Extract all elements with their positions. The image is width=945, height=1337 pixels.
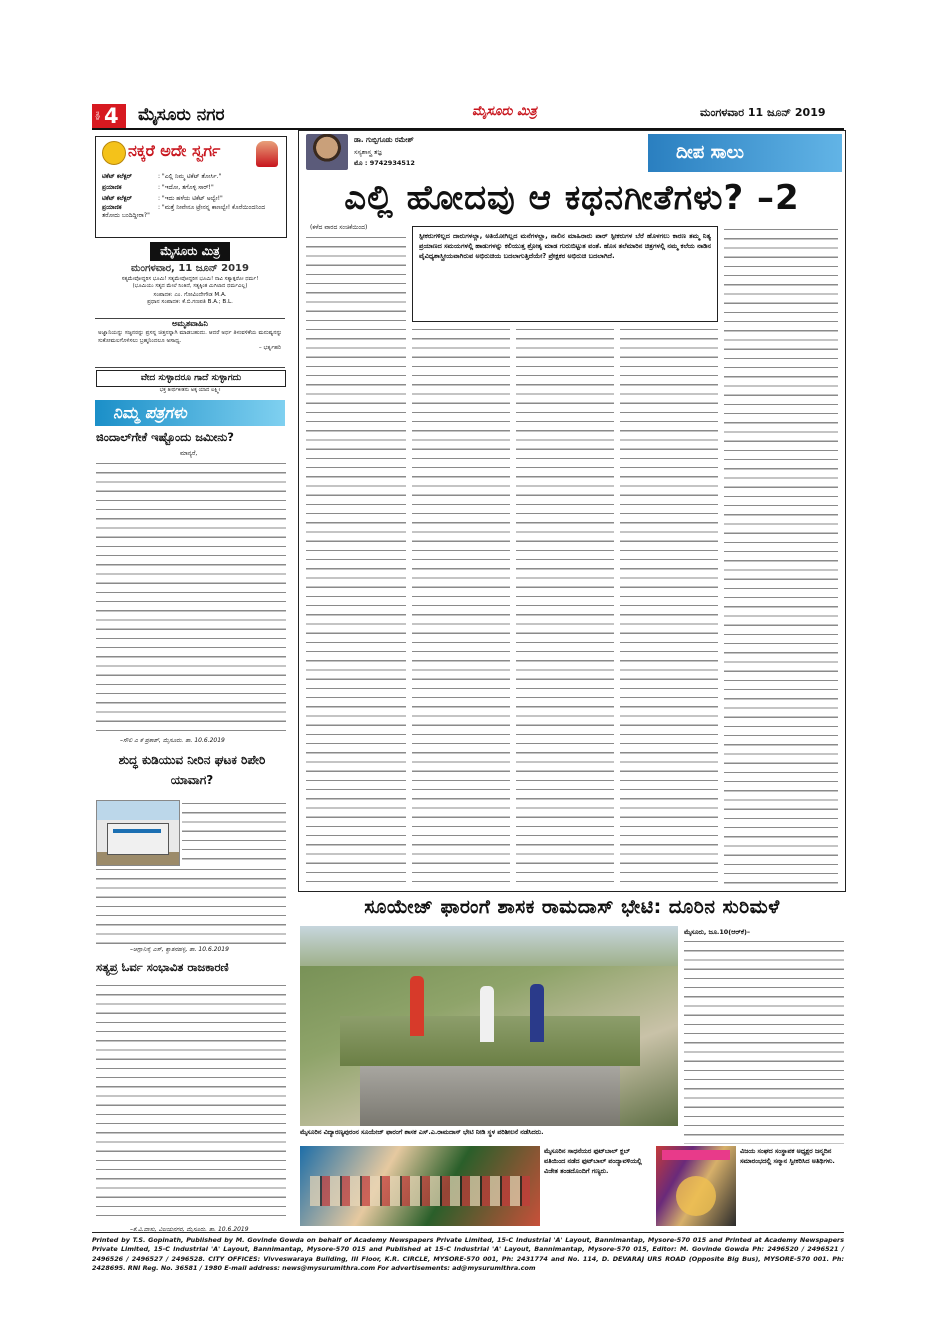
paper-motto-translation: (ಭೂಮಿಯು ಸತ್ಯದ ಮೇಲೆ ನಿಂತಿದೆ, ಸತ್ಯಕ್ಕಿಂತ ಮಿಗಿಲಾದ ಧರ್ಮವಿಲ್ಲ) xyxy=(132,283,248,289)
pullquote-box xyxy=(412,226,718,322)
masthead-logo: ಮೈಸೂರು ಮಿತ್ರ xyxy=(472,104,537,119)
column-text-2 xyxy=(412,326,510,884)
laugh-emoji-icon xyxy=(102,141,126,165)
laugh-line: ಟಿಕೆಟ್ ಕಲೆಕ್ಟರ್ : "ಇದು ಹಳೆಯ ಟಿಕೆಟ್ ಅಲ್ವೇ!" xyxy=(102,195,223,202)
laugh-line: ಪ್ರಯಾಣಿಕ : "ಇದೋ, ತಗೊಳ್ಳಿ ಸಾರ್!" xyxy=(102,184,214,191)
masthead-date: ಮಂಗಳವಾರ 11 ಜೂನ್ 2019 xyxy=(700,106,826,119)
news-dateline: ಮೈಸೂರು, ಜೂ.10(ಆರ್‌ಕೆ)– xyxy=(684,928,751,936)
laugh-line: ಟಿಕೆಟ್ ಕಲೆಕ್ಟರ್ : "ಎಲ್ಲಿ ನಿಮ್ಮ ಟಿಕೆಟ್ ತೋರ್ಸಿ." xyxy=(102,173,222,180)
water-plant-photo xyxy=(96,800,180,866)
amrutha-box xyxy=(95,318,285,368)
paper-motto: ಸತ್ಯಮೇವೋದ್ಧರಿಸ ಭೂಮಿ! ಸತ್ಯಮೇವೋದ್ಧರಿಸ ಭೂಮಿ! ನಾವಿ ಸತ್ಯಾತ್ಪರೋ ಧರ್ಮ! xyxy=(121,276,259,282)
column-author-photo xyxy=(306,134,348,170)
column-author: ಡಾ. ಗುಬ್ಬಿಗೂಡು ರಮೇಶ್ xyxy=(354,136,414,144)
column-text-1 xyxy=(306,234,406,884)
section-title: ಮೈಸೂರು ನಗರ xyxy=(138,105,225,125)
column-text-4 xyxy=(620,326,718,884)
column-headline: ಎಲ್ಲಿ ಹೋದವು ಆ ಕಥನಗೀತೆಗಳು? –2 xyxy=(344,178,800,218)
cartoon-figure xyxy=(256,141,278,167)
page-label: ಪುಟ xyxy=(94,111,101,120)
letter-2-signature: –ಆಗ್ಲಾನಿಸೈ ಎಸ್, ಕ್ಯಾತನಹಳ್ಳಿ, ತಾ. 10.6.2019 xyxy=(130,946,229,953)
news-body-right xyxy=(684,938,844,1144)
letter-1-title: ಜಿಂದಾಲ್‌ಗೇಕೆ ಇಷ್ಟೊಂದು ಜಮೀನು? xyxy=(96,430,234,444)
paper-editor: ಪ್ರಧಾನ ಸಂಪಾದಕ: ಕೆ.ಬಿ.ಗಣಪತಿ B.A.; B.L. xyxy=(147,299,233,305)
page-number: 4 xyxy=(104,104,119,128)
letter-2-title: ಶುದ್ಧ ಕುಡಿಯುವ ನೀರಿನ ಘಟಕ ರಿಪೇರಿ ಯಾವಾಗ? xyxy=(118,753,266,787)
column-author-role: ಸಸ್ಯಶಾಸ್ತ್ರ ತಜ್ಞ xyxy=(354,148,382,156)
news-photo xyxy=(300,926,678,1126)
paper-founder: ಸಂಪಾದಕ: ಎಂ. ಗೋವಿಂದೇಗೌಡ M.A. xyxy=(153,292,227,298)
letter-3-title: ಸತ್ಯಪ್ರ ಓರ್ವ ಸಂಭಾವಿತ ರಾಜಕಾರಣಿ xyxy=(96,960,229,974)
paper-info-box xyxy=(95,240,285,314)
letters-banner-title: ನಿಮ್ಮ ಪತ್ರಗಳು xyxy=(113,403,187,422)
letter-1-signature: –ಸೌಲಿ ಎ ಕೆ ಪ್ರಕಾಶ್, ಮೈಸೂರು. ತಾ. 10.6.2019 xyxy=(120,737,225,744)
laugh-line: ಪ್ರಯಾಣಿಕ : "ಮತ್ತೆ ನೀವೇನೂ ಟ್ರೇನನ್ನ ಕಾಣಲ್ವೇ! ಕೊರೆಯಿಂದನಿಂದ ತರೋದು ಬಂದಿದ್ದೀರಾ?" xyxy=(102,204,266,219)
letters-banner xyxy=(95,400,285,426)
quote-text: ವೇದ ಸುಳ್ಳಾದರೂ ಗಾದೆ ಸುಳ್ಳಾಗದು xyxy=(140,373,242,383)
football-caption: ಮೈಸೂರಿನ ಸಾಧನೆಯರ ಫುಟ್‌ಬಾಲ್ ಕ್ಲಬ್ ವತಿಯಿಂದ ನಡೆದ ಫುಟ್‌ಬಾಲ್ ಪಂದ್ಯಾವಳಿಯಲ್ಲಿ ವಿಜೇತ ತಂಡದೊಂದಿಗೆ ಗಣ್ಯರು. xyxy=(544,1147,642,1175)
column-title: ದೀಪ ಸಾಲು xyxy=(676,142,744,163)
letter-2-body-side xyxy=(182,800,286,864)
paper-name: ಮೈಸೂರು ಮಿತ್ರ xyxy=(150,242,230,261)
letter-3-body xyxy=(96,982,286,1222)
football-team-photo xyxy=(300,1146,540,1226)
felicitation-photo xyxy=(656,1146,736,1226)
column-title-bar xyxy=(648,134,842,172)
laugh-box xyxy=(95,136,287,238)
column-text-5-body xyxy=(724,226,838,884)
news-headline: ಸೂಯೇಜ್ ಫಾರಂಗೆ ಶಾಸಕ ರಾಮದಾಸ್ ಭೇಟಿ: ದೂರಿನ ಸುರಿಮಳೆ xyxy=(364,896,780,918)
pullquote-text: ಸ್ಪೀಕರುಗಳಿಲ್ಲದ ದಾರುಗಳಲ್ಲಾ, ಅತಿಯೋಗಿಲ್ಲದ ಮನೆಗಳಲ್ಲಾ, ನಾಲಿನ ಮಾಹಿರಾರು ಪಾರ್ ಸ್ಪೀಕರುಗಳ ಬೆರೆ ಹೊಳಗಲು ಕಾರಣ ತಮ್ಮ ನಿತ್ಯ ಪ್ರಯಾಣದ ಸಮಯಗಳಲ್ಲಿ ಹಾಡುಗಳನ್ನು ಕಲಿಯುತ್ತ ಶ್ರೋತೃ ಮಾಡ ಗುರುಬಿಟ್ಟುತ ವಂತೆ. ಹೊಸ ತಲೆಮಾರಿನ ಚಿತ್ರಗಳಲ್ಲಿ ನಮ್ಮ ಕಲೆಯ ನಾಡಿನ ವೈವಿಧ್ಯಶಾಸ್ತ್ರೀಯವಾಗಿರುವ ಅಭಿರುಚಿಯ ಬದಲಾಗುತ್ತಿದೆಯೇ? ಪ್ರೇಕ್ಷಕರ ಅಭಿರುಚಿ ಬದಲಾಗಿದೆ. xyxy=(419,232,711,261)
column-continued: (ಕಳೆದ ವಾರದ ಸಂಚಿಕೆಯಿಂದ) xyxy=(310,224,368,231)
paper-date: ಮಂಗಳವಾರ, 11 ಜೂನ್ 2019 xyxy=(131,263,249,274)
letter-1-salutation: ಮಾನ್ಯರೆ, xyxy=(180,450,198,457)
amrutha-author: – ಭರ್ತೃಹರಿ xyxy=(258,345,281,351)
footer-imprint: Printed by T.S. Gopinath, Published by M. Govinde Gowda on behalf of Academy Newspapers Private Limited, 15-C Industrial 'A' Layout, Bannimantap, Mysore-570 015 and Printed at Academy Newspapers Private Limited, 15-C Industrial 'A' Layout, Bannimantap, Mysore-570 015 and Published at 15-C Industrial 'A' Layout, Bannimantap, Mysore-570 015, Editor: M. Govinde Gowda Ph: 2496520 / 2496521 / 2496526 / 2496527 / 2496528. CITY OFFICES: Vivveswaraya Building, III Floor, K.R. CIRCLE, MYSORE-570 001, Ph: 2431774 and No. 114, D. DEVARAJ URS ROAD (Opposite Big Bus), MYSORE-570 001. Ph: 2428695. RNI Reg. No. 36581 / 1980 E-mail address: news@mysurumithra.com For advertisements: ad@mysurumithra.com xyxy=(92,1236,844,1273)
felicitation-caption: ವಿಜಯ ಸಂಘದ ಸಂಸ್ಥಾಪಕ ಅಧ್ಯಕ್ಷರ ಜನ್ಮದಿನ ಸಮಾರಂಭದಲ್ಲಿ ಸನ್ಮಾನ ಸ್ವೀಕರಿಸಿದ ಅತಿಥಿಗಳು. xyxy=(740,1147,835,1165)
letter-1-body xyxy=(96,460,286,735)
letter-3-signature: –ಕೆ.ವಿ.ವಾಸು, ವಿಜಯನಗರ, ಮೈಸೂರು. ತಾ. 10.6.2019 xyxy=(130,1226,249,1233)
news-photo-caption: ಮೈಸೂರಿನ ವಿದ್ಯಾರಣ್ಯಪುರಂನ ಸೂಯೇಜ್ ಫಾರಂಗೆ ಶಾಸಕ ಎಸ್.ಎ.ರಾಮದಾಸ್ ಭೇಟಿ ನೀಡಿ ಸ್ಥಳ ಪರಿಶೀಲನೆ ನಡೆಸಿದರು. xyxy=(300,1128,544,1136)
column-text-3 xyxy=(516,326,614,884)
amrutha-text: ಅಜ್ಞಾನಿಯನ್ನು ಸಜ್ಜನರನ್ನು ಪ್ರಸನ್ನ ಚಿತ್ತನನ್ನಾಗಿ ಮಾಡಬಹುದು. ಆದರೆ ಅರ್ಧ ತಿಳುವಳಿಕೆಯ ಮನುಷ್ಯನನ್ನು ಸುಕೋಮಲಗೊಳಿಸಲು ಬ್ರಹ್ಮನಿಂದಲೂ ಅಸಾಧ್ಯ. xyxy=(98,330,282,344)
laugh-box-title: ನಕ್ಕರೆ ಅದೇ ಸ್ವರ್ಗ xyxy=(128,141,221,160)
quote-sub: ಭಕ್ತ ತೀರ್ಥಕೀತನು ಅಕ್ಕ ಯಾದ ಲಕ್ಷ್ಮೀ xyxy=(159,387,221,393)
quote-box xyxy=(96,370,286,387)
footer-rule xyxy=(92,1232,844,1233)
column-author-phone: ಮೊ : 9742934512 xyxy=(354,159,415,167)
amrutha-title: ಅಮೃತವಾಹಿನಿ xyxy=(172,319,208,328)
letter-2-body xyxy=(96,866,286,944)
